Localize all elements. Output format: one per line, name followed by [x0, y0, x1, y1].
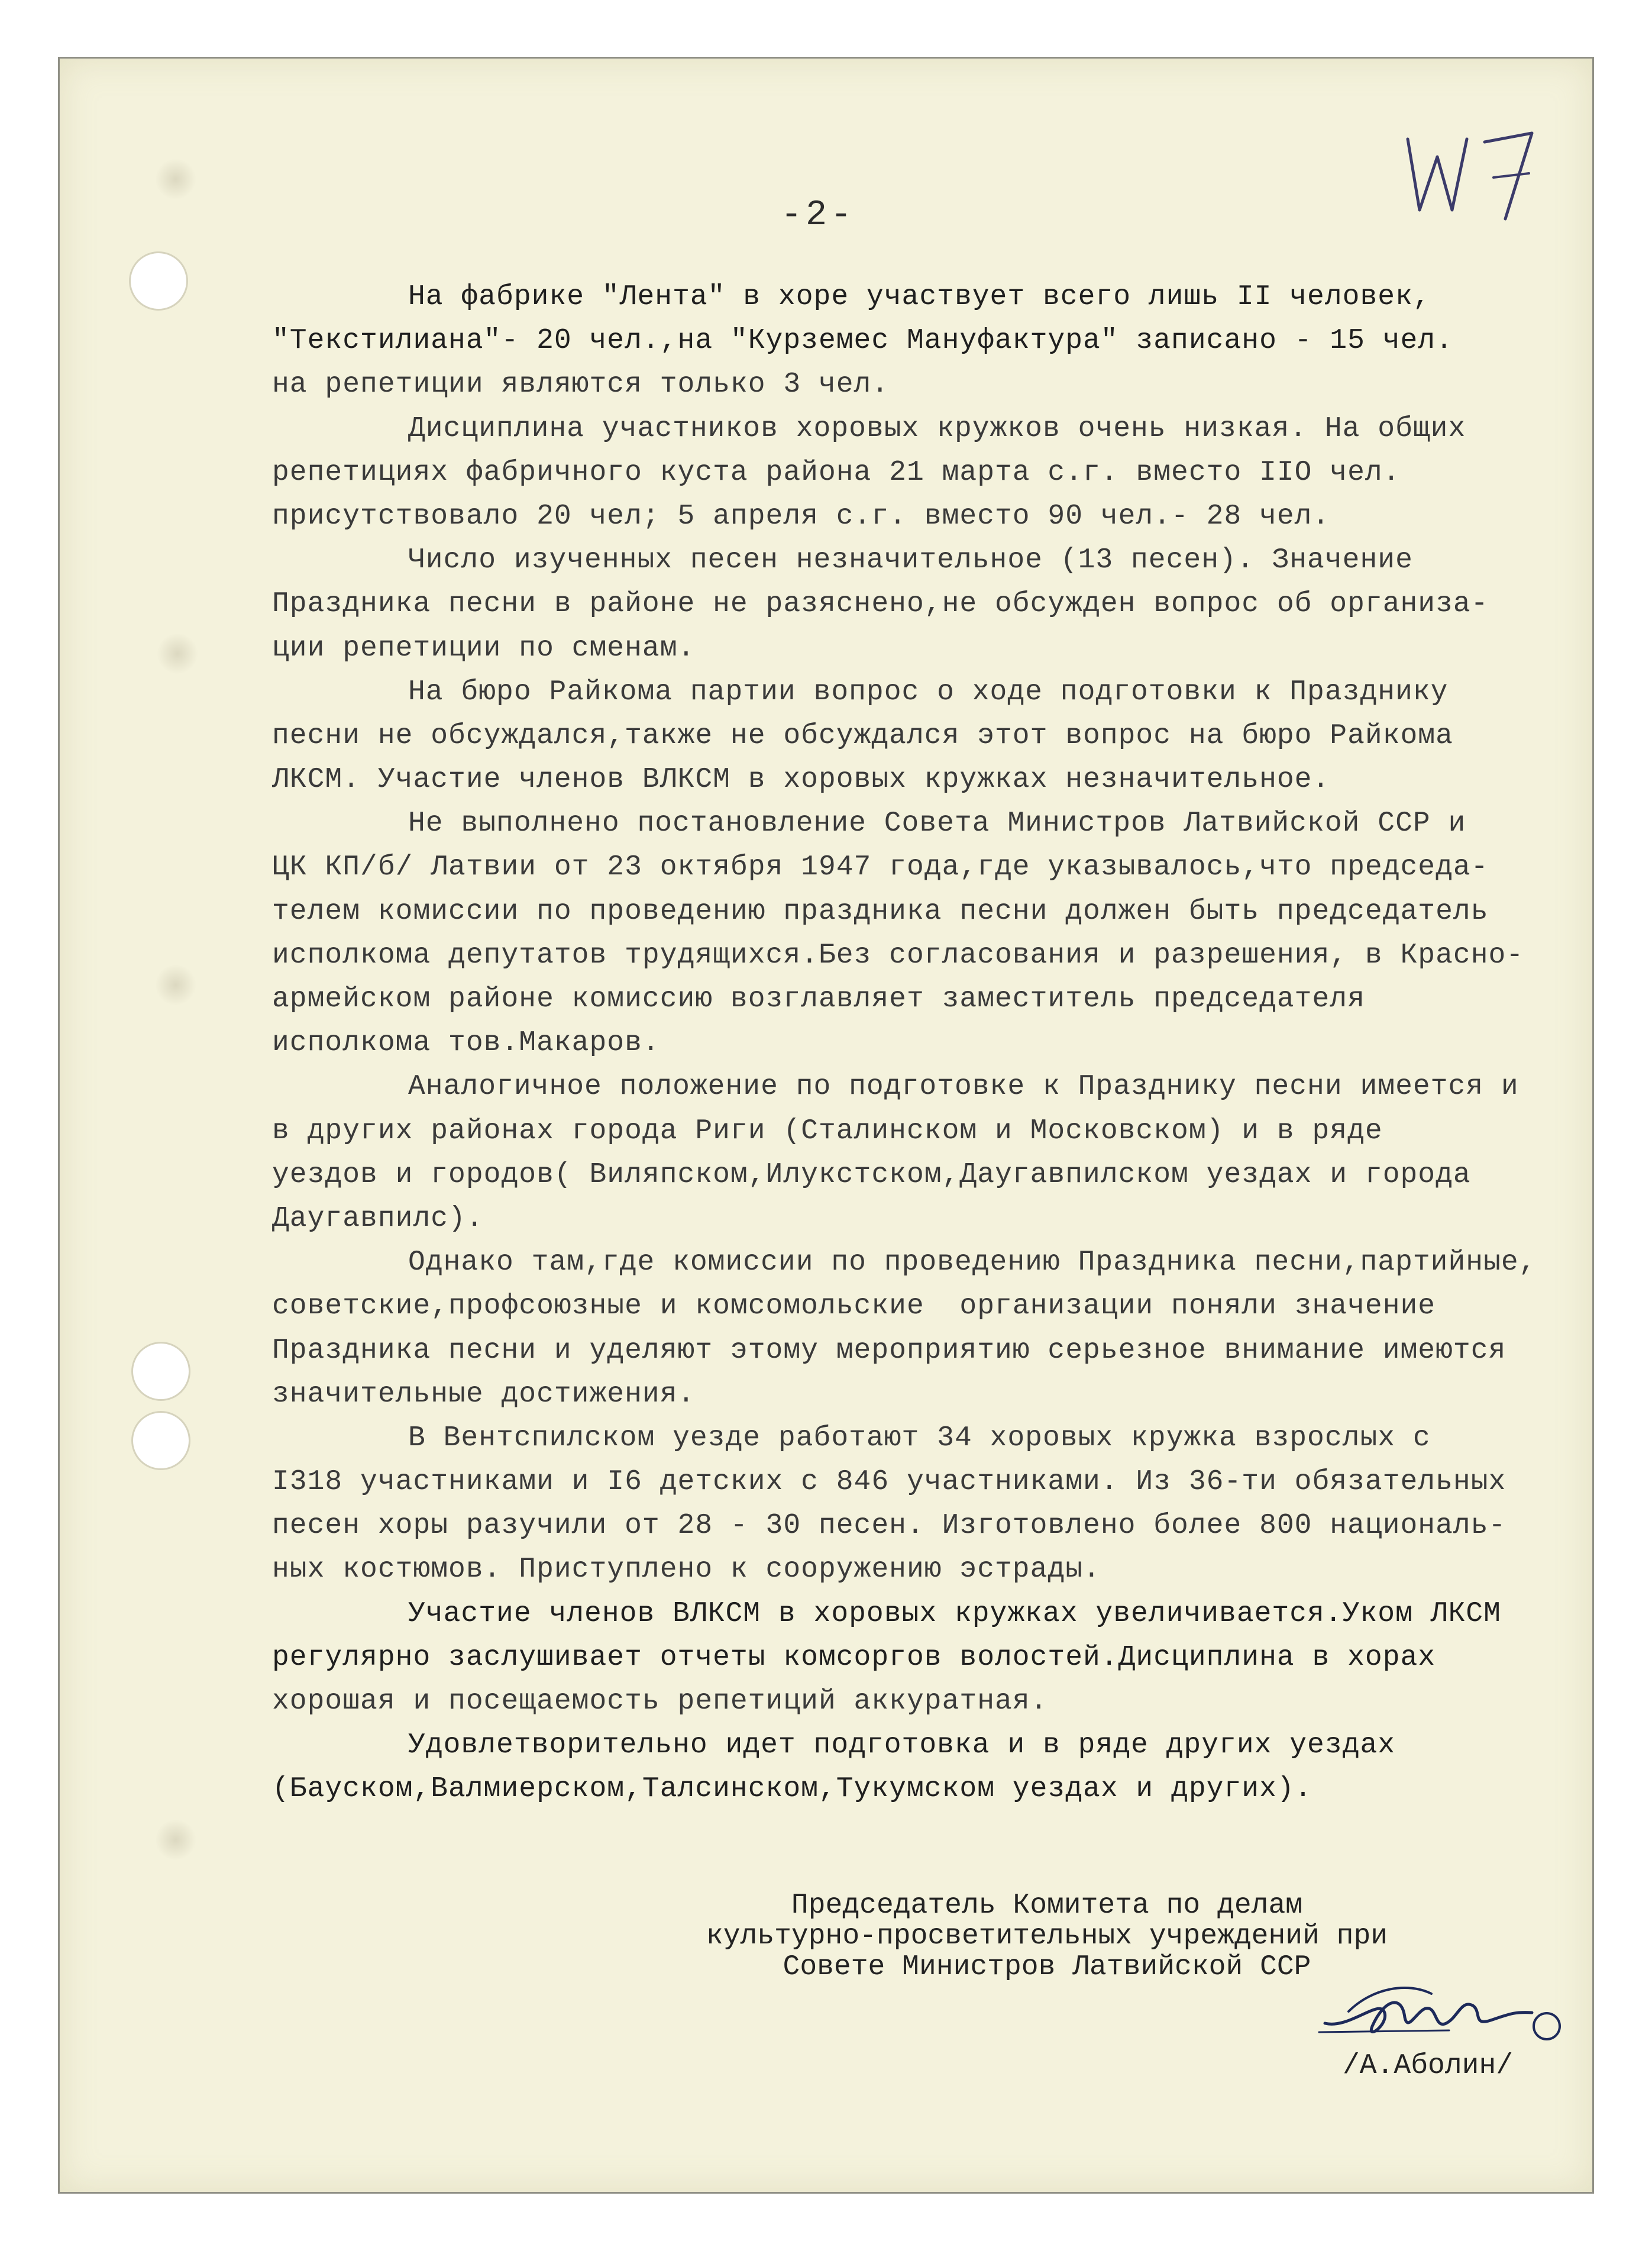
text-line: Не выполнено постановление Совета Министров Латвийской ССР и: [408, 808, 1466, 840]
text-line: Аналогичное положение по подготовке к Празднику песни имеется и: [408, 1071, 1519, 1103]
text-line: исполкома тов.Макаров.: [272, 1027, 660, 1060]
emboss-mark: [157, 633, 198, 674]
signature-title-line: Председатель Комитета по делам: [791, 1890, 1303, 1922]
text-line: присутствовало 20 чел; 5 апреля с.г. вместо 90 чел.- 28 чел.: [272, 500, 1330, 532]
punch-hole: [131, 1342, 190, 1401]
punch-hole: [129, 251, 188, 311]
text-line: В Вентспилском уезде работают 34 хоровых кружка взрослых с: [408, 1422, 1431, 1454]
text-line: ЦК КП/б/ Латвии от 23 октября 1947 года,где указывалось,что председа-: [272, 851, 1489, 884]
text-line: на репетиции являются только 3 чел.: [272, 369, 890, 401]
text-line: Праздника песни и уделяют этому мероприятию серьезное внимание имеются: [272, 1334, 1506, 1367]
text-line: армейском районе комиссию возглавляет заместитель председателя: [272, 983, 1365, 1015]
document-body: [272, 275, 1603, 1811]
text-line: Участие членов ВЛКСМ в хоровых кружках увеличивается.Уком ЛКСМ: [408, 1597, 1501, 1630]
punch-hole: [131, 1411, 190, 1470]
text-line: ЛКСМ. Участие членов ВЛКСМ в хоровых кружках незначительное.: [272, 764, 1330, 796]
text-line: I318 участниками и I6 детских с 846 участниками. Из 36-ти обязательных: [272, 1466, 1506, 1499]
text-line: репетициях фабричного куста района 21 марта с.г. вместо IIO чел.: [272, 456, 1401, 489]
text-line: песен хоры разучили от 28 - 30 песен. Изготовлено более 800 националь-: [272, 1510, 1506, 1542]
text-line: советские,профсоюзные и комсомольские организации поняли значение: [272, 1290, 1436, 1323]
page-number: -2-: [781, 195, 856, 235]
text-line: ции репетиции по сменам.: [272, 632, 696, 664]
signature-title: [662, 1890, 1431, 1982]
text-line: значительные достижения.: [272, 1378, 696, 1410]
emboss-mark: [155, 1819, 196, 1861]
text-line: регулярно заслушивает отчеты комсоргов волостей.Дисциплина в хорах: [272, 1641, 1436, 1674]
text-line: На фабрике "Лента" в хоре участвует всего лишь II человек,: [408, 281, 1431, 313]
text-line: На бюро Райкома партии вопрос о ходе подготовки к Празднику: [408, 676, 1449, 708]
emboss-mark: [155, 964, 196, 1006]
text-line: Дисциплина участников хоровых кружков очень низкая. На общих: [408, 412, 1466, 445]
archive-number-handwritten: [1396, 115, 1562, 234]
text-line: "Текстилиана"- 20 чел.,на "Курземес Мануфактура" записано - 15 чел.: [272, 325, 1453, 357]
text-line: Даугавпилс).: [272, 1202, 484, 1235]
emboss-mark: [155, 159, 196, 200]
signature-title-line: культурно-просветительных учреждений при: [706, 1920, 1388, 1952]
text-line: Однако там,где комиссии по проведению Праздника песни,партийные,: [408, 1247, 1537, 1279]
text-line: песни не обсуждался,также не обсуждался этот вопрос на бюро Райкома: [272, 719, 1453, 752]
text-line: телем комиссии по проведению праздника песни должен быть председатель: [272, 895, 1489, 928]
text-line: Число изученных песен незначительное (13 песен). Значение: [408, 544, 1413, 577]
text-line: Праздника песни в районе не разяснено,не обсужден вопрос об организа-: [272, 588, 1489, 621]
text-line: уездов и городов( Виляпском,Илукстском,Даугавпилском уездах и города: [272, 1158, 1471, 1191]
signatory-name: /А.Аболин/: [1343, 2050, 1514, 2082]
text-line: в других районах города Риги (Сталинском и Московском) и в ряде: [272, 1115, 1383, 1147]
text-line: (Бауском,Валмиерском,Талсинском,Тукумском уездах и других).: [272, 1773, 1312, 1806]
text-line: ных костюмов. Приступлено к сооружению эстрады.: [272, 1554, 1101, 1586]
text-line: Удовлетворительно идет подготовка и в ряде других уездах: [408, 1729, 1396, 1762]
text-line: исполкома депутатов трудящихся.Без согласования и разрешения, в Красно-: [272, 939, 1524, 971]
signature-title-line: Совете Министров Латвийской ССР: [783, 1951, 1311, 1983]
text-line: хорошая и посещаемость репетиций аккуратная.: [272, 1685, 1048, 1717]
